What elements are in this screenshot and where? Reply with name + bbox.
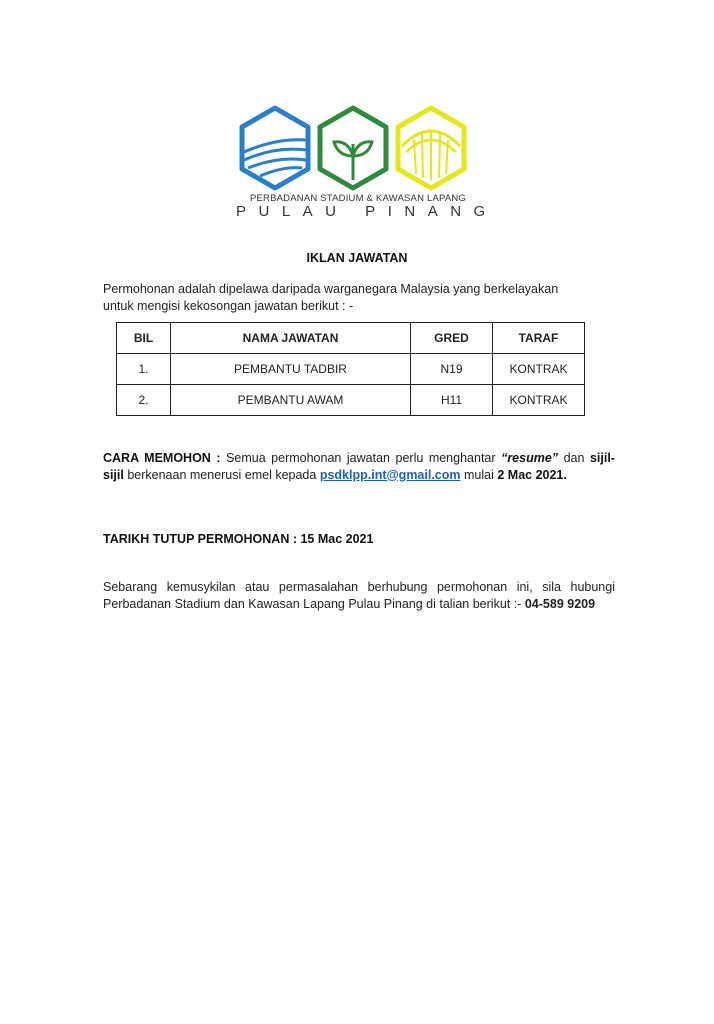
table-row — [117, 354, 585, 385]
apply-text-3: berkenaan menerusi emel kepada — [127, 467, 317, 482]
cell-taraf: KONTRAK — [493, 385, 585, 416]
apply-label: CARA MEMOHON : — [103, 451, 221, 465]
cell-bil: 2. — [117, 385, 171, 416]
cell-gred: H11 — [411, 385, 493, 416]
application-instructions — [103, 450, 615, 483]
field-hexagon-icon — [242, 108, 308, 188]
contact-paragraph — [103, 579, 615, 612]
table-header-row — [117, 323, 585, 354]
organization-logo — [236, 104, 470, 194]
sijil-term: sijil-sijil — [103, 451, 615, 482]
cell-gred: N19 — [411, 354, 493, 385]
apply-text-1: Semua permohonan jawatan perlu menghantar — [226, 451, 496, 465]
stadium-hexagon-icon — [398, 108, 464, 188]
header-bil: BIL — [117, 323, 171, 354]
phone-number: 04-589 9209 — [524, 596, 596, 611]
sprout-hexagon-icon — [320, 108, 386, 188]
closing-date: TARIKH TUTUP PERMOHONAN : 15 Mac 2021 — [103, 532, 374, 546]
org-name-line1: PERBADANAN STADIUM & KAWASAN LAPANG — [249, 193, 467, 204]
apply-text-4: mulai — [464, 467, 494, 482]
resume-term: “resume” — [501, 451, 559, 465]
contact-text: Sebarang kemusykilan atau permasalahan berhubung permohonan ini, sila hubungi Perbadanan Stadium dan Kawasan Lapang Pulau Pinang di talian berikut :- — [103, 580, 615, 611]
cell-taraf: KONTRAK — [493, 354, 585, 385]
header-gred: GRED — [411, 323, 493, 354]
org-name-line2: PULAU PINANG — [236, 203, 498, 220]
job-vacancy-table — [116, 322, 585, 416]
apply-text-2: dan — [563, 451, 585, 465]
intro-paragraph: Permohonan adalah dipelawa daripada warganegara Malaysia yang berkelayakan untuk mengisi kekosongan jawatan berikut : - — [103, 282, 559, 313]
email-link[interactable]: psdklpp.int@gmail.com — [319, 467, 461, 482]
start-date: 2 Mac 2021. — [497, 467, 567, 482]
table-row — [117, 385, 585, 416]
header-nama-jawatan: NAMA JAWATAN — [171, 323, 411, 354]
header-taraf: TARAF — [493, 323, 585, 354]
cell-nama-jawatan: PEMBANTU TADBIR — [171, 354, 411, 385]
cell-nama-jawatan: PEMBANTU AWAM — [171, 385, 411, 416]
cell-bil: 1. — [117, 354, 171, 385]
page-title: IKLAN JAWATAN — [306, 251, 408, 265]
